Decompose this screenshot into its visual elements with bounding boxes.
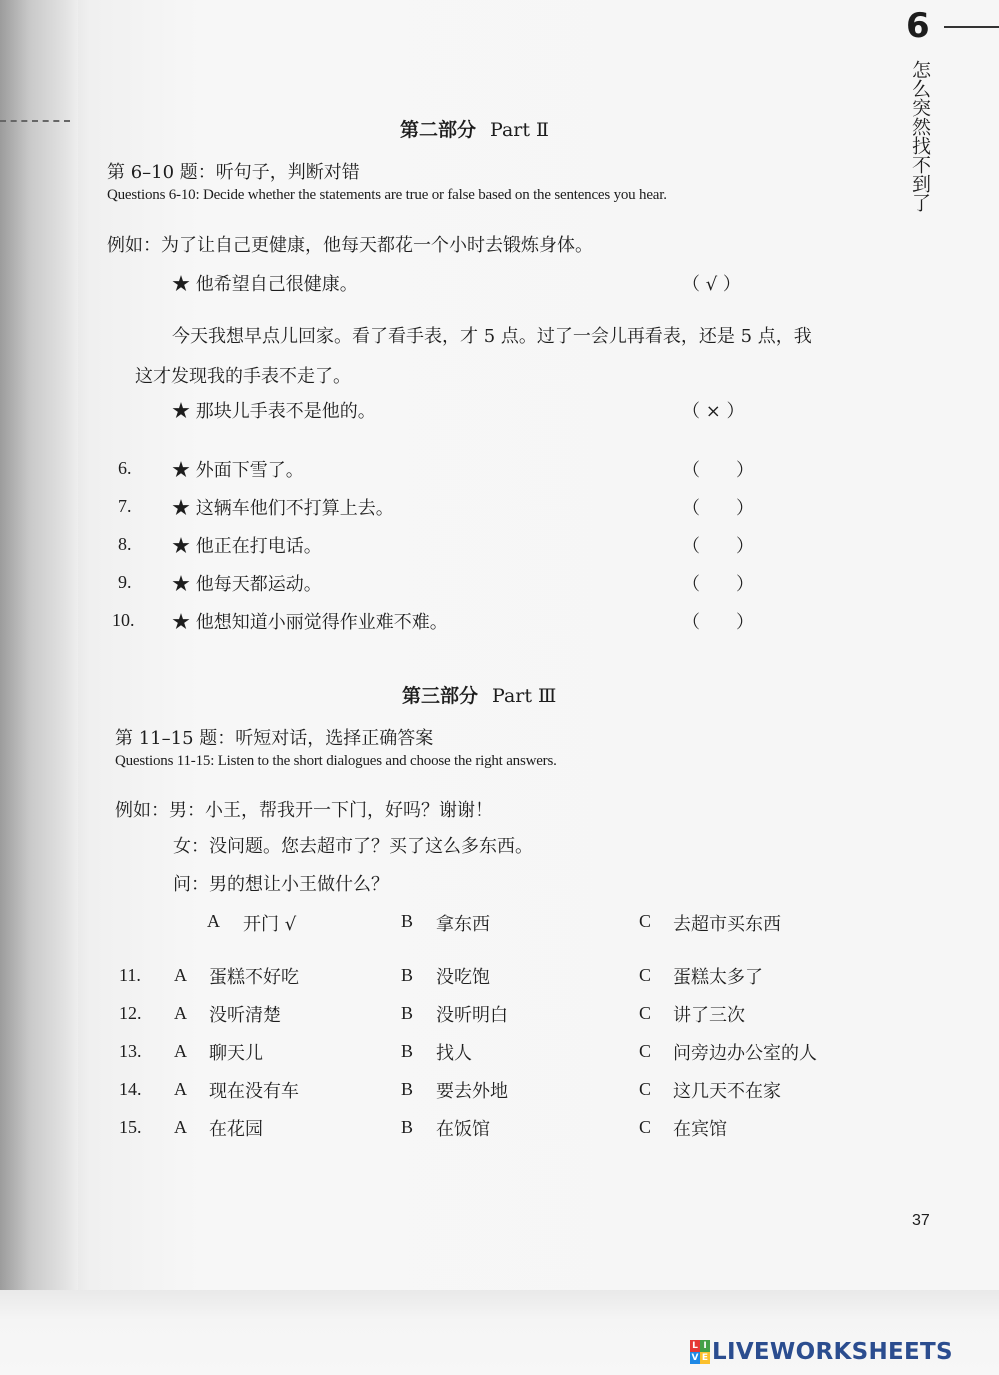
answer-parentheses[interactable]: （ ） bbox=[682, 460, 754, 481]
option-a[interactable]: 现在没有车 bbox=[209, 1081, 299, 1102]
option-a[interactable]: 聊天儿 bbox=[209, 1043, 263, 1064]
question-number: 15. bbox=[119, 1117, 142, 1137]
question-statement: ★ 外面下雪了。 bbox=[172, 460, 304, 481]
part2-title-en: Part Ⅱ bbox=[490, 119, 549, 141]
option-letter: B bbox=[401, 1117, 414, 1137]
chapter-number: 6 bbox=[906, 6, 930, 46]
logo-tile: V bbox=[691, 1353, 699, 1363]
question-number: 14. bbox=[119, 1079, 142, 1099]
example-option-c: 去超市买东西 bbox=[673, 914, 781, 935]
part3-example-line3: 问：男的想让小王做什么？ bbox=[173, 874, 389, 895]
option-a[interactable]: 没听清楚 bbox=[209, 1005, 281, 1026]
option-c[interactable]: 问旁边办公室的人 bbox=[673, 1043, 817, 1064]
option-b[interactable]: 在饭馆 bbox=[436, 1119, 490, 1140]
option-c[interactable]: 这几天不在家 bbox=[673, 1081, 781, 1102]
question-statement: ★ 这辆车他们不打算上去。 bbox=[172, 498, 394, 519]
answer-parentheses[interactable]: （ ） bbox=[682, 498, 754, 519]
question-statement: ★ 他想知道小丽觉得作业难不难。 bbox=[172, 612, 448, 633]
question-statement: ★ 他正在打电话。 bbox=[172, 536, 322, 557]
part2-title bbox=[400, 115, 549, 142]
part3-title-zh: 第三部分 bbox=[402, 685, 479, 707]
part2-title-zh: 第二部分 bbox=[400, 119, 477, 141]
option-letter: C bbox=[639, 911, 652, 931]
question-number: 12. bbox=[119, 1003, 142, 1023]
question-number: 8. bbox=[118, 534, 132, 554]
option-letter: A bbox=[174, 1079, 187, 1099]
option-letter: C bbox=[639, 965, 652, 985]
option-b[interactable]: 找人 bbox=[436, 1043, 472, 1064]
answer-parentheses[interactable]: （ ） bbox=[682, 574, 754, 595]
logo-tile: I bbox=[700, 1340, 710, 1352]
dashed-rule bbox=[0, 120, 70, 122]
question-number: 6. bbox=[118, 458, 132, 478]
part2-example2-statement: ★ 那块儿手表不是他的。 bbox=[172, 401, 376, 422]
question-number: 13. bbox=[119, 1041, 142, 1061]
option-a[interactable]: 蛋糕不好吃 bbox=[209, 967, 299, 988]
book-gutter-shadow bbox=[0, 0, 78, 1375]
option-letter: B bbox=[401, 911, 414, 931]
option-letter: C bbox=[639, 1117, 652, 1137]
option-c[interactable]: 讲了三次 bbox=[673, 1005, 745, 1026]
question-number: 9. bbox=[118, 572, 132, 592]
option-letter: A bbox=[174, 965, 187, 985]
part2-example2-answer: （ × ） bbox=[682, 401, 745, 422]
option-c[interactable]: 蛋糕太多了 bbox=[673, 967, 763, 988]
option-b[interactable]: 没吃饱 bbox=[436, 967, 490, 988]
option-letter: A bbox=[207, 911, 220, 931]
option-letter: A bbox=[174, 1117, 187, 1137]
option-a[interactable]: 在花园 bbox=[209, 1119, 263, 1140]
part2-example-answer: （ √ ） bbox=[682, 274, 741, 295]
option-letter: C bbox=[639, 1079, 652, 1099]
part3-example-line2: 女：没问题。您去超市了？买了这么多东西。 bbox=[173, 836, 533, 857]
option-letter: B bbox=[401, 1041, 414, 1061]
option-letter: A bbox=[174, 1041, 187, 1061]
liveworksheets-watermark bbox=[690, 1338, 953, 1366]
chapter-title: 怎么突然找不到了 bbox=[909, 60, 931, 212]
option-letter: B bbox=[401, 1079, 414, 1099]
part2-example2-line1: 今天我想早点儿回家。看了看手表，才 5 点。过了一会儿再看表，还是 5 点，我 bbox=[172, 326, 812, 347]
part3-instruction-zh: 第 11–15 题：听短对话，选择正确答案 bbox=[115, 728, 434, 749]
part2-example2-line2: 这才发现我的手表不走了。 bbox=[135, 366, 351, 387]
option-letter: B bbox=[401, 965, 414, 985]
answer-parentheses[interactable]: （ ） bbox=[682, 536, 754, 557]
page-number: 37 bbox=[912, 1212, 930, 1229]
part2-instruction-zh: 第 6–10 题：听句子，判断对错 bbox=[107, 162, 360, 183]
option-letter: B bbox=[401, 1003, 414, 1023]
option-letter: C bbox=[639, 1003, 652, 1023]
answer-parentheses[interactable]: （ ） bbox=[682, 612, 754, 633]
logo-tile: L bbox=[690, 1340, 700, 1352]
option-c[interactable]: 在宾馆 bbox=[673, 1119, 727, 1140]
part3-title bbox=[402, 681, 556, 708]
part3-example-line1: 例如：男：小王，帮我开一下门，好吗？谢谢！ bbox=[115, 800, 493, 821]
option-b[interactable]: 要去外地 bbox=[436, 1081, 508, 1102]
chapter-rule bbox=[944, 26, 999, 28]
question-statement: ★ 他每天都运动。 bbox=[172, 574, 322, 595]
example-option-b: 拿东西 bbox=[436, 914, 490, 935]
part3-title-en: Part Ⅲ bbox=[492, 685, 557, 707]
liveworksheets-logo-icon bbox=[690, 1340, 710, 1364]
example-option-a: 开门 √ bbox=[243, 914, 297, 935]
question-number: 7. bbox=[118, 496, 132, 516]
part2-example-sentence: 例如：为了让自己更健康，他每天都花一个小时去锻炼身体。 bbox=[107, 235, 593, 256]
question-number: 10. bbox=[112, 610, 135, 630]
option-letter: A bbox=[174, 1003, 187, 1023]
watermark-text: LIVEWORKSHEETS bbox=[712, 1339, 953, 1365]
part2-instruction-en: Questions 6-10: Decide whether the statements are true or false based on the sentences you hear. bbox=[107, 187, 667, 203]
option-b[interactable]: 没听明白 bbox=[436, 1005, 508, 1026]
logo-tile: E bbox=[701, 1353, 709, 1363]
part3-instruction-en: Questions 11-15: Listen to the short dialogues and choose the right answers. bbox=[115, 753, 557, 769]
option-letter: C bbox=[639, 1041, 652, 1061]
part2-example-statement: ★ 他希望自己很健康。 bbox=[172, 274, 358, 295]
question-number: 11. bbox=[119, 965, 141, 985]
